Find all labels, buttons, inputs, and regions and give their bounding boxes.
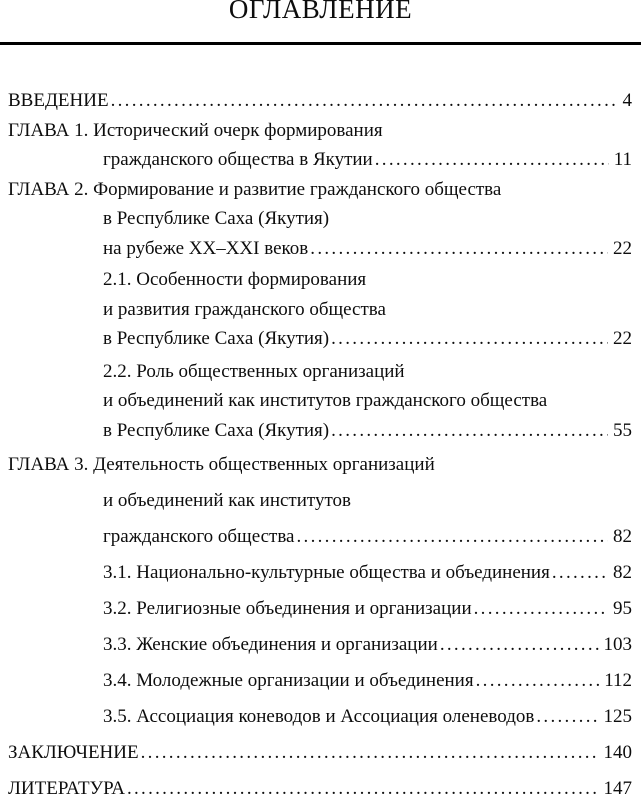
toc-entry-text: 3.2. Религиозные объединения и организации xyxy=(103,598,472,619)
toc-entry-text: ГЛАВА 2. Формирование и развитие гражданского общества xyxy=(8,178,502,200)
page-number: 22 xyxy=(613,237,632,259)
toc-entry-text: ЗАКЛЮЧЕНИЕ xyxy=(8,742,139,763)
title-divider xyxy=(0,42,641,45)
toc-row-chapter-2 xyxy=(8,175,632,205)
page-number: 140 xyxy=(603,742,632,763)
toc-row-section-2-1-line-3 xyxy=(8,324,632,354)
toc-row-chapter-3-cont-1 xyxy=(8,483,632,519)
page-number: 11 xyxy=(613,149,632,170)
toc-row-chapter-3-cont-2 xyxy=(8,519,632,555)
page-number: 103 xyxy=(603,634,632,655)
toc-row-chapter-2-cont-1 xyxy=(8,204,632,234)
toc-row-section-2-1-line-1 xyxy=(8,265,632,295)
toc-row-section-2-1-line-2 xyxy=(8,295,632,325)
page-number: 125 xyxy=(603,706,632,727)
page-number: 147 xyxy=(603,778,632,799)
dot-leader xyxy=(474,591,608,627)
page-number: 22 xyxy=(613,328,632,349)
page-number: 4 xyxy=(622,90,632,111)
toc-entry-text: в Республике Саха (Якутия) xyxy=(103,328,330,349)
page-number: 82 xyxy=(613,526,632,547)
toc-row-conclusion xyxy=(8,735,632,771)
toc-row-section-3-3 xyxy=(8,627,632,663)
dot-leader xyxy=(375,145,609,175)
toc-row-section-3-5 xyxy=(8,699,632,735)
toc-entry-text: 3.1. Национально-культурные общества и объединения xyxy=(103,562,550,583)
toc-entry-text: 3.5. Ассоциация коневодов и Ассоциация оленеводов xyxy=(103,706,535,727)
toc-entry-text: в Республике Саха (Якутия) xyxy=(103,208,330,229)
toc-entry-text: ГЛАВА 3. Деятельность общественных организаций xyxy=(8,454,435,475)
toc-row-section-2-2-line-1 xyxy=(8,357,632,387)
page-number: 95 xyxy=(613,598,632,619)
toc-entry-text: ЛИТЕРАТУРА xyxy=(8,778,125,799)
toc-entry-text: ГЛАВА 1. Исторический очерк формирования xyxy=(8,119,383,141)
dot-leader xyxy=(476,663,600,699)
toc-entry-text: и объединений как институтов гражданского общества xyxy=(103,390,548,411)
dot-leader xyxy=(111,86,618,116)
dot-leader xyxy=(331,416,608,446)
toc-entry-text: ВВЕДЕНИЕ xyxy=(8,90,109,111)
toc-entry-text: в Республике Саха (Якутия) xyxy=(103,419,330,441)
dot-leader xyxy=(141,735,599,771)
toc-entry-text: 3.3. Женские объединения и организации xyxy=(103,634,438,655)
toc-row-introduction xyxy=(8,86,632,116)
toc-row-section-3-2 xyxy=(8,591,632,627)
toc-entry-text: на рубеже XX–XXI веков xyxy=(103,237,309,259)
toc-entry-text: и объединений как институтов xyxy=(103,490,351,511)
dot-leader xyxy=(440,627,599,663)
toc-row-chapter-1 xyxy=(8,116,632,146)
dot-leader xyxy=(310,234,608,264)
toc-entry-text: гражданского общества в Якутии xyxy=(103,149,373,170)
dot-leader xyxy=(536,699,598,735)
page-number: 55 xyxy=(613,419,632,441)
dot-leader xyxy=(331,324,608,354)
page-number: 112 xyxy=(604,670,632,691)
toc-entry-text: 2.1. Особенности формирования xyxy=(103,269,367,290)
page-number: 82 xyxy=(613,562,632,583)
toc-row-section-3-4 xyxy=(8,663,632,699)
toc-entry-text: и развития гражданского общества xyxy=(103,298,386,320)
toc-entry-text: гражданского общества xyxy=(103,526,295,547)
toc-row-chapter-1-cont xyxy=(8,145,632,175)
page-title: ОГЛАВЛЕНИЕ xyxy=(228,0,413,24)
toc-row-section-3-1 xyxy=(8,555,632,591)
dot-leader xyxy=(552,555,608,591)
toc-row-literature xyxy=(8,771,632,807)
dot-leader xyxy=(296,519,608,555)
toc-list xyxy=(8,86,632,807)
toc-entry-text: 2.2. Роль общественных организаций xyxy=(103,360,405,382)
toc-row-section-2-2-line-3 xyxy=(8,416,632,446)
toc-row-section-2-2-line-2 xyxy=(8,386,632,416)
toc-row-chapter-2-cont-2 xyxy=(8,234,632,264)
toc-entry-text: 3.4. Молодежные организации и объединения xyxy=(103,670,474,691)
toc-row-chapter-3 xyxy=(8,447,632,483)
dot-leader xyxy=(127,771,599,807)
